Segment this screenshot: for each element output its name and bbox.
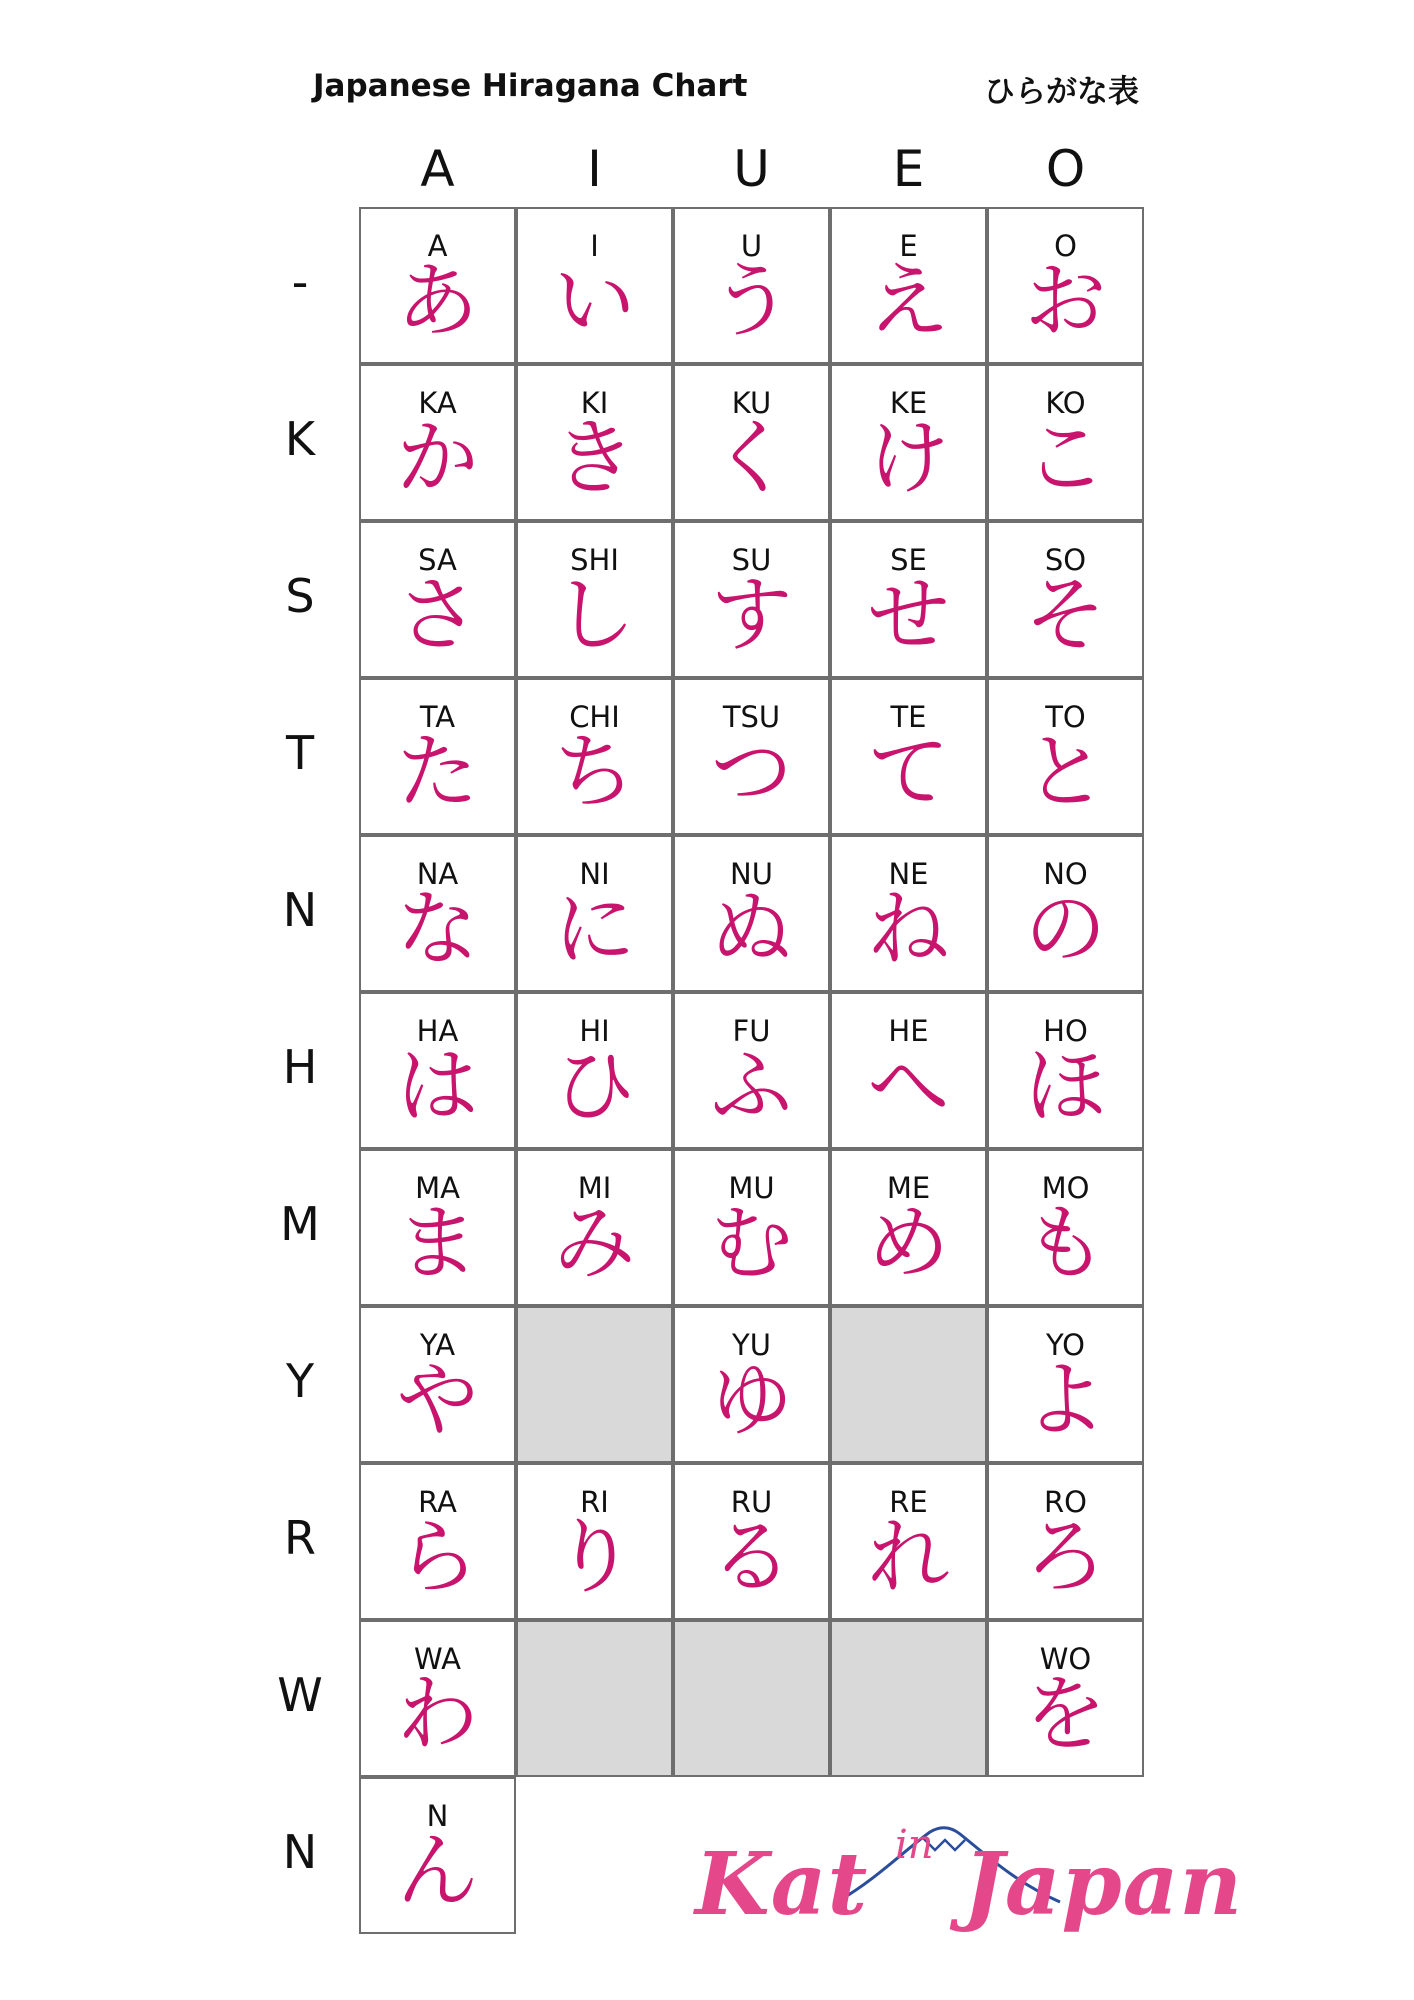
romaji-label: RU [730,1485,773,1519]
hiragana-character: を [1024,1667,1107,1762]
hiragana-character: さ [396,568,479,663]
romaji-label: I [590,229,599,263]
kana-cell [359,207,516,364]
row-header: H [282,1040,318,1094]
kana-cell [830,364,987,521]
empty-cell [516,1620,673,1777]
romaji-label: MO [1041,1171,1090,1205]
kana-cell [830,1149,987,1306]
kana-cell [987,1620,1144,1777]
kana-cell [987,1463,1144,1620]
hiragana-character: は [396,1039,479,1134]
row-header: T [285,726,315,780]
row-header: M [280,1197,320,1251]
romaji-label: WA [414,1642,461,1676]
kana-cell [516,207,673,364]
kana-cell [987,678,1144,835]
hiragana-character: て [867,725,950,820]
romaji-label: E [899,229,918,263]
hiragana-character: く [710,411,793,506]
kana-cell [673,207,830,364]
romaji-label: TO [1045,700,1086,734]
kana-cell [673,835,830,992]
kana-cell [516,1149,673,1306]
column-header: I [587,140,602,198]
romaji-label: TSU [722,700,781,734]
hiragana-character: ま [396,1196,479,1291]
romaji-label: NI [579,857,610,891]
romaji-label: SA [418,543,457,577]
kana-cell [359,364,516,521]
hiragana-character: け [867,411,950,506]
hiragana-character: あ [396,254,479,349]
romaji-label: U [740,229,763,263]
hiragana-character: か [396,411,479,506]
hiragana-character: め [867,1196,950,1291]
kana-cell [987,521,1144,678]
kana-cell [830,678,987,835]
hiragana-character: ひ [553,1039,636,1134]
kana-cell [359,992,516,1149]
column-header: E [892,140,925,198]
kana-cell [830,207,987,364]
romaji-label: HI [579,1014,610,1048]
hiragana-character: う [710,254,793,349]
hiragana-character: お [1024,254,1107,349]
romaji-label: KU [731,386,772,420]
romaji-label: NA [416,857,459,891]
romaji-label: FU [732,1014,771,1048]
row-header: Y [285,1354,315,1408]
romaji-label: KO [1045,386,1086,420]
kana-cell [673,521,830,678]
kana-cell [359,1620,516,1777]
hiragana-character: ろ [1024,1510,1107,1605]
romaji-label: KA [418,386,457,420]
logo-text-in: in [895,1822,934,1868]
hiragana-character: し [553,568,636,663]
kana-cell [516,521,673,678]
hiragana-character: れ [867,1510,950,1605]
hiragana-character: い [553,254,636,349]
romaji-label: MU [728,1171,775,1205]
kana-cell [987,364,1144,521]
romaji-label: NU [730,857,773,891]
romaji-label: RO [1044,1485,1087,1519]
hiragana-character: り [553,1510,636,1605]
hiragana-character: の [1024,882,1107,977]
hiragana-character: ん [396,1824,479,1919]
hiragana-character: つ [710,725,793,820]
katinjapan-logo [695,1820,1243,1940]
row-header: N [282,883,318,937]
romaji-label: O [1054,229,1077,263]
empty-cell [516,1306,673,1463]
romaji-label: A [427,229,448,263]
romaji-label: SHI [570,543,619,577]
romaji-label: WO [1039,1642,1092,1676]
kana-cell [516,1463,673,1620]
hiragana-character: る [710,1510,793,1605]
romaji-label: HE [888,1014,929,1048]
romaji-label: SE [890,543,927,577]
hiragana-character: へ [867,1039,950,1134]
hiragana-character: む [710,1196,793,1291]
kana-cell [673,992,830,1149]
chart-title: Japanese Hiragana Chart [313,68,748,104]
empty-cell [673,1620,830,1777]
romaji-label: YO [1046,1328,1085,1362]
hiragana-character: に [553,882,636,977]
chart-title-jp: ひらがな表 [984,74,1139,110]
hiragana-character: よ [1024,1353,1107,1448]
row-header: W [277,1668,323,1722]
kana-cell [359,1306,516,1463]
hiragana-character: え [867,254,950,349]
kana-cell [987,1149,1144,1306]
hiragana-character: わ [396,1667,479,1762]
logo-text [695,1834,1243,1935]
hiragana-character: そ [1024,568,1107,663]
hiragana-character: ね [867,882,950,977]
hiragana-character: な [396,882,479,977]
romaji-label: HO [1043,1014,1088,1048]
hiragana-character: ち [553,725,636,820]
hiragana-character: す [710,568,793,663]
hiragana-character: せ [867,568,950,663]
kana-cell [673,678,830,835]
empty-cell [830,1620,987,1777]
hiragana-character: ほ [1024,1039,1107,1134]
kana-cell [987,992,1144,1149]
kana-cell [359,521,516,678]
hiragana-character: ぬ [710,882,793,977]
kana-cell [830,521,987,678]
row-header: K [284,412,316,466]
romaji-label: MA [415,1171,460,1205]
kana-cell [987,207,1144,364]
romaji-label: RA [418,1485,457,1519]
logo-text-kat: Kat [695,1834,869,1935]
kana-cell [516,835,673,992]
hiragana-grid [359,207,1144,1940]
romaji-label: HA [416,1014,459,1048]
romaji-label: TA [419,700,456,734]
kana-cell [359,1777,516,1934]
romaji-label: YA [419,1328,456,1362]
empty-cell [830,1306,987,1463]
column-header: O [1045,140,1086,198]
romaji-label: SO [1044,543,1087,577]
romaji-label: KI [580,386,609,420]
kana-cell [673,1149,830,1306]
row-header: - [291,255,309,309]
kana-cell [359,835,516,992]
hiragana-character: ら [396,1510,479,1605]
row-header: N [282,1825,318,1879]
kana-cell [830,1463,987,1620]
column-header: A [420,140,455,198]
hiragana-character: こ [1024,411,1107,506]
kana-cell [359,1463,516,1620]
kana-cell [673,1306,830,1463]
hiragana-character: も [1024,1196,1107,1291]
romaji-label: RE [889,1485,928,1519]
hiragana-character: と [1024,725,1107,820]
kana-cell [359,1149,516,1306]
hiragana-character: や [396,1353,479,1448]
hiragana-character: た [396,725,479,820]
romaji-label: KE [889,386,928,420]
column-header: U [733,140,770,198]
romaji-label: YU [732,1328,771,1362]
romaji-label: SU [731,543,772,577]
hiragana-character: み [553,1196,636,1291]
romaji-label: TE [890,700,927,734]
romaji-label: RI [580,1485,609,1519]
kana-cell [987,1306,1144,1463]
hiragana-character: ふ [710,1039,793,1134]
kana-cell [516,992,673,1149]
romaji-label: CHI [569,700,620,734]
kana-cell [516,678,673,835]
kana-cell [359,678,516,835]
kana-cell [673,364,830,521]
romaji-label: N [426,1799,449,1833]
row-header: R [284,1511,316,1565]
kana-cell [673,1463,830,1620]
logo-text-japan: Japan [963,1834,1243,1935]
kana-cell [516,364,673,521]
kana-cell [987,835,1144,992]
kana-cell [830,835,987,992]
hiragana-character: ゆ [710,1353,793,1448]
romaji-label: NO [1043,857,1088,891]
romaji-label: ME [886,1171,931,1205]
row-header: S [285,569,315,623]
kana-cell [830,992,987,1149]
romaji-label: MI [577,1171,612,1205]
romaji-label: NE [888,857,929,891]
hiragana-character: き [553,411,636,506]
